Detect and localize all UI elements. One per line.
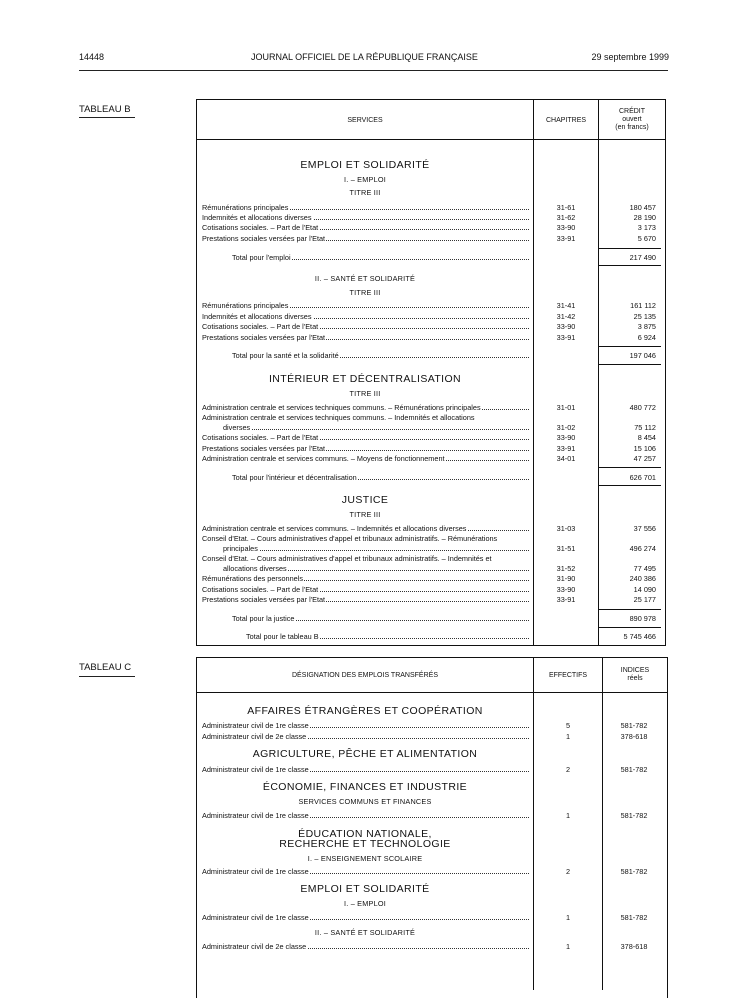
- section-title: AGRICULTURE, PÊCHE ET ALIMENTATION: [252, 748, 478, 760]
- table-row: Prestations sociales versées par l'Etat: [202, 333, 529, 344]
- chapter-code: 31-62: [556, 213, 576, 222]
- section-title-line2: RECHERCHE ET TECHNOLOGIE: [279, 838, 451, 850]
- chapter-code: 33-91: [556, 595, 576, 604]
- chapter-code: 33-91: [556, 444, 576, 453]
- credit-value: 14 090: [633, 585, 656, 594]
- table-row: Administrateur civil de 2e classe: [202, 942, 529, 953]
- chapter-code: 31-52: [556, 564, 576, 573]
- tableau-c-header-rule: [197, 692, 667, 693]
- total-value: 626 701: [629, 473, 656, 482]
- subsection-title: I. – EMPLOI: [344, 899, 386, 908]
- page-date: 29 septembre 1999: [591, 52, 669, 62]
- credit-value: 161 112: [630, 301, 656, 310]
- total-value: 197 046: [629, 351, 656, 360]
- grand-total-value: 5 745 466: [623, 632, 656, 641]
- subsection-title: I. – EMPLOI: [344, 175, 386, 184]
- credit-value: 25 177: [633, 595, 656, 604]
- chapter-code: 33-90: [556, 585, 576, 594]
- section-title: ÉCONOMIE, FINANCES ET INDUSTRIE: [262, 781, 468, 793]
- section-title: INTÉRIEUR ET DÉCENTRALISATION: [268, 373, 462, 385]
- table-row: Administration centrale et services techniques communs. – Rémunérations principales: [202, 403, 529, 414]
- titre-label: TITRE III: [349, 389, 381, 398]
- chapter-code: 33-91: [556, 333, 576, 342]
- effectif-value: 2: [565, 765, 571, 774]
- titre-label: TITRE III: [349, 188, 381, 197]
- total-rule: [598, 364, 661, 365]
- table-row-line1: Administration centrale et services techniques communs. – Indemnités et allocations: [202, 413, 475, 422]
- indice-value: 378-618: [620, 942, 648, 951]
- table-row: Administrateur civil de 1re classe: [202, 867, 529, 878]
- table-row: Prestations sociales versées par l'Etat: [202, 444, 529, 455]
- table-row: Rémunérations des personnels: [202, 574, 529, 585]
- effectif-value: 2: [565, 867, 571, 876]
- journal-title: JOURNAL OFFICIEL DE LA RÉPUBLIQUE FRANÇAISE: [251, 52, 478, 62]
- credit-value: 15 106: [633, 444, 656, 453]
- chapter-code: 34-01: [556, 454, 576, 463]
- titre-label: TITRE III: [349, 288, 381, 297]
- table-row: Cotisations sociales. – Part de l'Etat: [202, 322, 529, 333]
- indice-value: 581-782: [620, 867, 648, 876]
- indice-value: 581-782: [620, 811, 648, 820]
- indice-value: 581-782: [620, 721, 648, 730]
- chapter-code: 33-90: [556, 322, 576, 331]
- indice-value: 378-618: [620, 732, 648, 741]
- table-row: Prestations sociales versées par l'Etat: [202, 234, 529, 245]
- col-credit-line3: (en francs): [615, 124, 649, 131]
- credit-value: 240 386: [629, 574, 656, 583]
- tableau-b-label: TABLEAU B: [79, 104, 131, 115]
- page-header: [79, 52, 669, 66]
- col-chapitres: CHAPITRES: [545, 117, 587, 124]
- credit-value: 28 190: [633, 213, 656, 222]
- total-row: Total pour la justice: [232, 614, 529, 625]
- credit-value: 75 112: [634, 423, 656, 432]
- table-row: Cotisations sociales. – Part de l'Etat: [202, 433, 529, 444]
- credit-value: 480 772: [629, 403, 656, 412]
- tableau-c-label: TABLEAU C: [79, 662, 132, 673]
- chapter-code: 33-91: [556, 234, 576, 243]
- table-row: Rémunérations principales: [202, 301, 529, 312]
- section-title: JUSTICE: [341, 494, 389, 506]
- page-number: 14448: [79, 52, 105, 62]
- col-credit-line1: CRÉDIT: [618, 108, 646, 115]
- table-row: Administrateur civil de 1re classe: [202, 913, 529, 924]
- col-effectifs: EFFECTIFS: [548, 672, 588, 679]
- credit-value: 25 135: [633, 312, 656, 321]
- table-row: Prestations sociales versées par l'Etat: [202, 595, 529, 606]
- total-value: 217 490: [629, 253, 656, 262]
- subsection-title: II. – SANTÉ ET SOLIDARITÉ: [314, 274, 416, 283]
- chapter-code: 33-90: [556, 433, 576, 442]
- table-row: Rémunérations principales: [202, 203, 529, 214]
- col-credit-line2: ouvert: [622, 116, 642, 123]
- total-rule: [598, 265, 661, 266]
- credit-value: 180 457: [629, 203, 656, 212]
- total-row: Total pour l'intérieur et décentralisation: [232, 473, 529, 484]
- credit-value: 3 173: [637, 223, 656, 232]
- credit-value: 3 875: [637, 322, 656, 331]
- total-row: Total pour la santé et la solidarité: [232, 351, 529, 362]
- table-row: Administration centrale et services communs. – Moyens de fonctionnement: [202, 454, 529, 465]
- titre-label: TITRE III: [349, 510, 381, 519]
- chapter-code: 31-01: [556, 403, 576, 412]
- table-row-line1: Conseil d'Etat. – Cours administratives d'appel et tribunaux administratifs. – Rémunérations: [202, 534, 498, 543]
- total-rule: [598, 346, 661, 347]
- table-row: Administrateur civil de 2e classe: [202, 732, 529, 743]
- table-row: Indemnités et allocations diverses: [202, 312, 529, 323]
- total-rule: [598, 627, 661, 628]
- total-row: Total pour l'emploi: [232, 253, 529, 264]
- table-row: Administration centrale et services communs. – Indemnités et allocations diverses: [202, 524, 529, 535]
- table-row: Cotisations sociales. – Part de l'Etat: [202, 223, 529, 234]
- tableau-c-col-divider-2: [602, 658, 603, 990]
- table-row: Administrateur civil de 1re classe: [202, 811, 529, 822]
- credit-value: 37 556: [633, 524, 656, 533]
- tableau-c-col-divider-1: [533, 658, 534, 990]
- effectif-value: 1: [565, 732, 571, 741]
- header-rule: [79, 70, 668, 71]
- section-title: EMPLOI ET SOLIDARITÉ: [300, 883, 430, 895]
- chapter-code: 31-03: [556, 524, 576, 533]
- credit-value: 8 454: [637, 433, 656, 442]
- table-row: Administrateur civil de 1re classe: [202, 721, 529, 732]
- total-rule: [598, 485, 661, 486]
- col-designation: DÉSIGNATION DES EMPLOIS TRANSFÉRÉS: [292, 672, 438, 679]
- total-rule: [598, 248, 661, 249]
- credit-value: 496 274: [629, 544, 656, 553]
- section-title: AFFAIRES ÉTRANGÈRES ET COOPÉRATION: [247, 705, 483, 717]
- chapter-code: 31-61: [556, 203, 576, 212]
- table-row-line2: diverses: [223, 423, 529, 434]
- table-row: Indemnités et allocations diverses: [202, 213, 529, 224]
- tableau-c-label-rule: [79, 676, 135, 677]
- chapter-code: 31-02: [556, 423, 576, 432]
- effectif-value: 1: [565, 913, 571, 922]
- tableau-b-label-rule: [79, 117, 135, 118]
- col-services: SERVICES: [347, 117, 383, 124]
- col-credit: [599, 108, 665, 132]
- table-row: Cotisations sociales. – Part de l'Etat: [202, 585, 529, 596]
- effectif-value: 1: [565, 811, 571, 820]
- credit-value: 6 924: [637, 333, 656, 342]
- credit-value: 5 670: [637, 234, 656, 243]
- col-indices-line2: réels: [627, 675, 643, 682]
- credit-value: 47 257: [633, 454, 656, 463]
- table-row-line2: principales: [223, 544, 529, 555]
- tableau-b-col-divider-2: [598, 100, 599, 645]
- effectif-value: 1: [565, 942, 571, 951]
- total-rule: [598, 467, 661, 468]
- credit-value: 77 495: [633, 564, 656, 573]
- chapter-code: 31-51: [556, 544, 576, 553]
- chapter-code: 31-42: [556, 312, 576, 321]
- grand-total-row: Total pour le tableau B: [246, 632, 529, 643]
- subsection-title: I. – ENSEIGNEMENT SCOLAIRE: [307, 854, 423, 863]
- indice-value: 581-782: [620, 765, 648, 774]
- total-value: 890 978: [629, 614, 656, 623]
- tableau-b-header-rule: [197, 139, 665, 140]
- tableau-b-col-divider-1: [533, 100, 534, 645]
- chapter-code: 33-90: [556, 223, 576, 232]
- col-indices-line1: INDICES: [620, 667, 650, 674]
- section-title: EMPLOI ET SOLIDARITÉ: [300, 159, 430, 171]
- subsection-title: SERVICES COMMUNS ET FINANCES: [298, 797, 432, 806]
- effectif-value: 5: [565, 721, 571, 730]
- table-row: Administrateur civil de 1re classe: [202, 765, 529, 776]
- subsection-title: II. – SANTÉ ET SOLIDARITÉ: [314, 928, 416, 937]
- table-row-line2: allocations diverses: [223, 564, 529, 575]
- chapter-code: 31-90: [556, 574, 576, 583]
- col-indices: [603, 667, 667, 683]
- table-row-line1: Conseil d'Etat. – Cours administratives d'appel et tribunaux administratifs. – Indemnités et: [202, 554, 492, 563]
- chapter-code: 31-41: [556, 301, 576, 310]
- section-title-line1: ÉDUCATION NATIONALE,: [298, 828, 432, 840]
- indice-value: 581-782: [620, 913, 648, 922]
- total-rule: [598, 609, 661, 610]
